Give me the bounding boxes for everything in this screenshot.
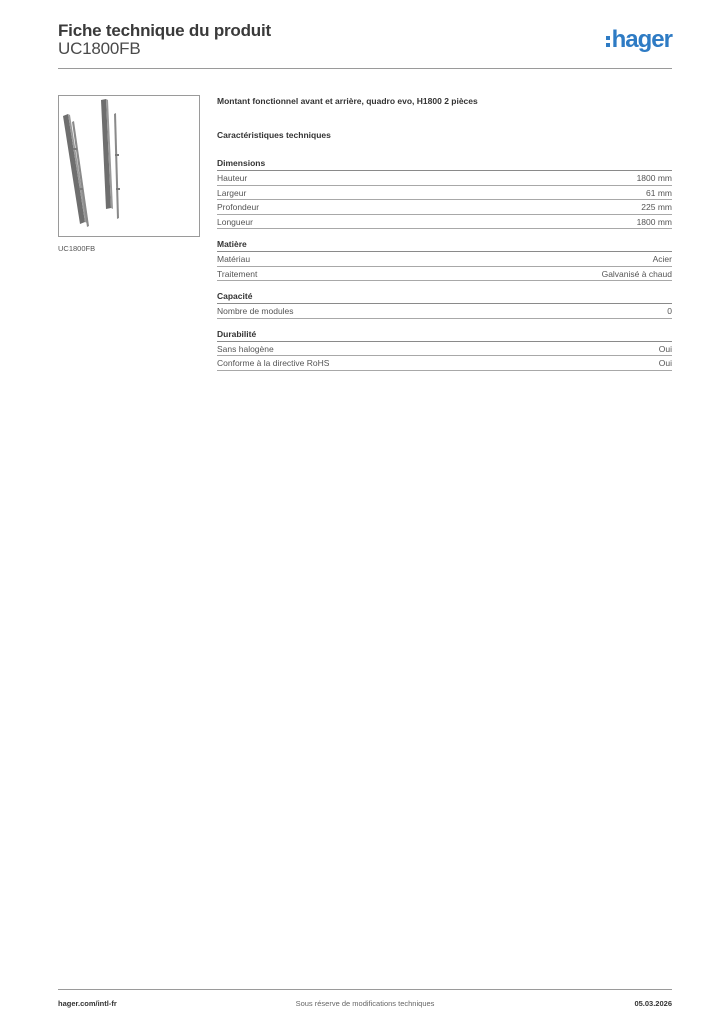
spec-label: Matériau xyxy=(217,254,251,264)
footer-disclaimer: Sous réserve de modifications techniques xyxy=(295,999,435,1008)
spec-content xyxy=(217,95,672,371)
spec-value: Oui xyxy=(658,343,672,354)
spec-row xyxy=(217,200,672,215)
footer-website: hager.com/intl-fr xyxy=(58,999,117,1008)
page-title: Fiche technique du produit xyxy=(58,21,271,40)
page-footer xyxy=(58,999,672,1011)
spec-group-title: Dimensions xyxy=(217,157,672,171)
logo-text: hager xyxy=(611,26,672,53)
spec-groups xyxy=(217,157,672,371)
spec-group-title: Matière xyxy=(217,238,672,252)
rail-illustration xyxy=(59,96,199,236)
spec-label: Profondeur xyxy=(217,202,260,212)
spec-group-title: Durabilité xyxy=(217,328,672,342)
hager-logo xyxy=(606,27,672,53)
logo-dots-icon xyxy=(606,36,610,47)
product-reference: UC1800FB xyxy=(58,39,141,58)
spec-row xyxy=(217,252,672,267)
spec-label: Traitement xyxy=(217,268,258,279)
spec-group xyxy=(217,328,672,371)
page-header xyxy=(58,20,672,68)
product-description: Montant fonctionnel avant et arrière, quadro evo, H1800 2 pièces xyxy=(217,96,478,106)
spec-value: 1800 mm xyxy=(636,173,672,183)
spec-value: 225 mm xyxy=(641,202,672,212)
spec-group xyxy=(217,238,672,281)
spec-value: 61 mm xyxy=(646,187,672,198)
spec-row xyxy=(217,356,672,371)
spec-value: Galvanisé à chaud xyxy=(601,268,672,279)
spec-group xyxy=(217,157,672,229)
image-caption: UC1800FB xyxy=(58,244,96,253)
spec-row xyxy=(217,267,672,282)
spec-label: Sans halogène xyxy=(217,343,274,354)
spec-row xyxy=(217,186,672,201)
spec-label: Hauteur xyxy=(217,173,248,183)
spec-value: 0 xyxy=(667,306,672,316)
spec-row xyxy=(217,215,672,230)
footer-divider xyxy=(58,989,672,990)
footer-date: 05.03.2026 xyxy=(634,999,672,1008)
spec-group-title: Capacité xyxy=(217,290,672,304)
spec-value: 1800 mm xyxy=(636,216,672,227)
spec-value: Oui xyxy=(658,358,672,368)
spec-label: Nombre de modules xyxy=(217,306,294,316)
spec-row xyxy=(217,304,672,319)
spec-row xyxy=(217,171,672,186)
spec-label: Longueur xyxy=(217,216,253,227)
product-image xyxy=(58,95,200,237)
specs-heading: Caractéristiques techniques xyxy=(217,130,331,140)
spec-value: Acier xyxy=(652,254,672,264)
spec-label: Largeur xyxy=(217,187,247,198)
spec-row xyxy=(217,342,672,357)
spec-group xyxy=(217,290,672,319)
spec-label: Conforme à la directive RoHS xyxy=(217,358,330,368)
header-divider xyxy=(58,68,672,69)
